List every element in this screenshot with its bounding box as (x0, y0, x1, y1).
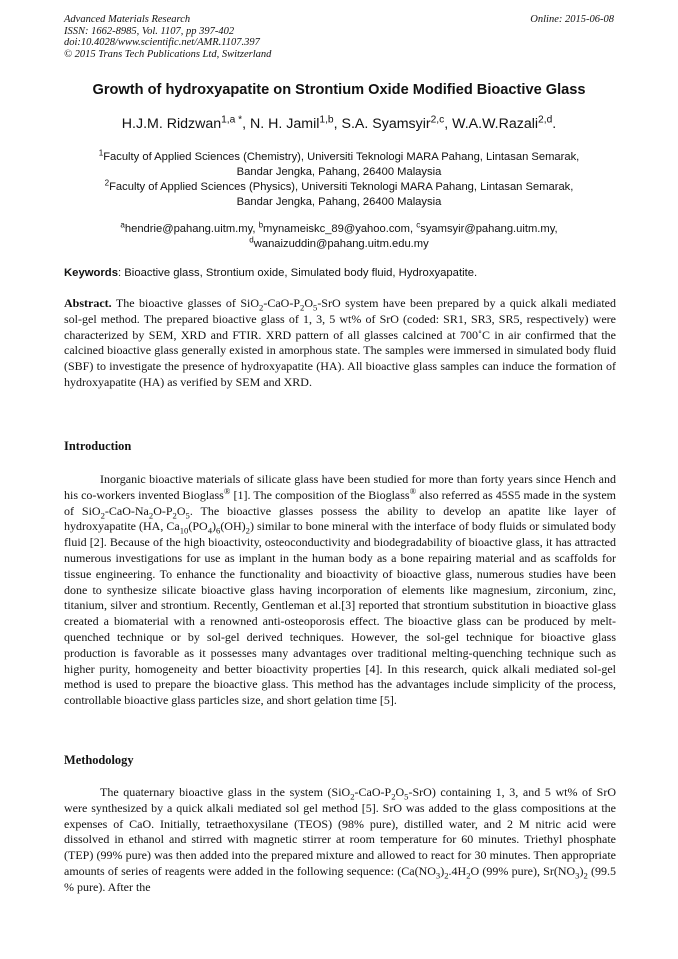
author-name: , S.A. Syamsyir (333, 116, 431, 132)
subscript: 5 (185, 509, 190, 520)
journal-header (64, 14, 271, 60)
subscript: 5 (313, 302, 318, 313)
affiliation-text: Bandar Jengka, Pahang, 26400 Malaysia (236, 166, 442, 178)
subscript: 2 (259, 302, 264, 313)
author-affiliation-mark: 2,d (538, 114, 553, 126)
journal-copyright: © 2015 Trans Tech Publications Ltd, Switzerland (64, 48, 272, 60)
subscript: 2 (300, 302, 305, 313)
subscript: 2 (583, 870, 588, 881)
journal-name: Advanced Materials Research (64, 14, 191, 25)
text-run: ) (440, 863, 445, 878)
email-link[interactable]: hendrie@pahang.uitm.my, (124, 223, 259, 235)
text-run: -CaO-P (354, 785, 392, 799)
journal-issn: ISSN: 1662-8985, Vol. 1107, pp 397-402 (64, 25, 235, 37)
author-affiliation-mark: 1,a * (221, 114, 243, 126)
affiliation-text: Faculty of Applied Sciences (Chemistry), Universiti Teknologi MARA Pahang, Lintasan Semarak, (103, 151, 580, 163)
email-link[interactable]: mynameiskc_89@yahoo.com, (263, 223, 417, 235)
text-run: O (395, 785, 405, 799)
text-run: [1]. The composition of the Bioglass (230, 487, 410, 502)
author-affiliation-mark: 2,c (430, 114, 445, 126)
methodology-paragraph (64, 785, 616, 896)
superscript: ® (409, 485, 417, 496)
online-date: Online: 2015-06-08 (530, 14, 614, 25)
keywords (64, 267, 616, 279)
subscript: 2 (172, 509, 177, 520)
subscript: 2 (100, 509, 105, 520)
email-mark: c (416, 220, 421, 230)
keywords-text: : Bioactive glass, Strontium oxide, Simulated body fluid, Hydroxyapatite. (118, 267, 478, 279)
subscript: 2 (245, 525, 250, 536)
methodology-heading: Methodology (64, 753, 134, 767)
text-run: O (99% pure), Sr(NO (470, 863, 576, 878)
text-run: also referred as 45S5 made in the system of SiO (64, 487, 617, 518)
text-run: The quaternary bioactive glass in the system (SiO (100, 785, 351, 799)
subscript: 2 (466, 870, 471, 881)
subscript: 4 (207, 525, 212, 536)
text-run: O (176, 503, 186, 518)
email-mark: b (258, 220, 264, 230)
text-run: O (304, 296, 313, 310)
superscript: ® (223, 485, 231, 496)
affiliation-text: Bandar Jengka, Pahang, 26400 Malaysia (236, 196, 442, 208)
text-run: (99.5 % pure). After the (64, 863, 616, 894)
text-run: -SrO) containing 1, 3, and 5 wt% of SrO were synthesized by a quick alkali mediated sol gel method [5]. SrO was added to the glass compositions at the expenses of CaO. Initially, tetraethoxysilane (TEOS) (98% pure), distilled water, and 2 M nitric acid were dissolved in ethanol and stirred with magnetic stirrer at room temperature for 60 minutes. Triethyl phosphate (TEP) (99% pure) was then added into the prepared mixture and allowed to react for 30 minutes. Then appropriate amounts of series of reagents were added in the following sequence: (Ca(NO (64, 785, 616, 878)
text-run: . The bioactive glasses possess the ability to develop an apatite like layer of hydroxyapatite (HA, Ca (64, 503, 617, 534)
text-run: -CaO-P (263, 296, 301, 310)
author-list-end: . (552, 116, 557, 132)
subscript: 10 (179, 525, 189, 536)
subscript: 3 (435, 870, 441, 881)
affiliation-number: 1 (98, 148, 104, 158)
author-name: H.J.M. Ridzwan (121, 116, 222, 132)
email-link[interactable]: syamsyir@pahang.uitm.my, (420, 223, 558, 235)
text-run: .4H (448, 863, 467, 878)
text-run: O-P (153, 503, 173, 518)
journal-doi: doi:10.4028/www.scientific.net/AMR.1107.397 (64, 37, 260, 49)
email-mark: d (249, 235, 254, 245)
text-run: (OH) (220, 519, 246, 534)
email-link[interactable]: wanaizuddin@pahang.uitm.edu.my (253, 238, 429, 250)
subscript: 2 (444, 870, 449, 881)
text-run: ) (212, 519, 216, 534)
keywords-label: Keywords (64, 267, 118, 279)
author-affiliation-mark: 1,b (319, 114, 334, 126)
introduction-heading: Introduction (64, 439, 132, 453)
affiliation-text: Faculty of Applied Sciences (Physics), Universiti Teknologi MARA Pahang, Lintasan Semarak, (109, 181, 574, 193)
text-run: (PO (188, 519, 208, 534)
author-name: , N. H. Jamil (242, 116, 320, 132)
text-run: The bioactive glasses of SiO (111, 296, 260, 310)
introduction-paragraph (64, 472, 616, 709)
affiliation-2 (0, 180, 678, 210)
text-run: Inorganic bioactive materials of silicate glass have been studied for more than forty years since Hench and his co-workers invented Bioglass (64, 472, 616, 502)
affiliation-number: 2 (104, 178, 110, 188)
text-run: ) similar to bone mineral with the interface of body fluids or simulated body fluid [2]. Because of the high bioactivity, osteoconductivity and biodegradability of bioactive glass, it has attracted numerous investigations for use as implant in the human body as a bone repairing material and as scaffolds for tissue engineering. To enhance the functionality and bioactivity of bioactive glass, numerous studies have been done to synthesize silicate bioactive glass having incorporation of elements like magnesium, zirconium, zinc, titanium, silver and strontium. Recently, Gentleman et al.[3] reported that strontium substitution in bioactive glass created a biomaterial with a renowned anti-osteoporosis effect. The bioactive glass can be produced by melt-quenched technique or by sol-gel derived techniques. However, the sol-gel technique for bioactive glass production is favorable as it possesses many advantages over traditional melting-quenching technique such as higher purity, homogeneity and better bioactivity properties [4]. In this research, quick alkali mediated sol-gel method is used to prepare the bioactive glass. This method has the advantages include simplicity of the process, controllable bioactive glass particles size, and short gelation time [5]. (64, 519, 617, 708)
text-run: -CaO-Na (104, 503, 149, 518)
subscript: 3 (575, 870, 580, 881)
subscript: 6 (216, 525, 221, 536)
text-run: -SrO system have been prepared by a quick alkali mediated sol-gel method. The prepared bioactive glass of 1, 3, 5 wt% of SrO (coded: SR1, SR3, SR5, respectively) were characterized by SEM, XRD and FTIR. XRD pattern of all glasses calcined at 700˚C in air confirmed that the calcined bioactive glass generally existed in amorphous state. The samples were immersed in simulated body fluid (SBF) to investigate the presence of hydroxyapatite (HA). All bioactive glass samples can induce the formation of hydroxyapatite (HA) as verified by SEM and XRD. (64, 296, 616, 389)
text-run: ) (579, 863, 584, 878)
subscript: 2 (391, 791, 396, 802)
author-emails (0, 222, 678, 252)
author-list (0, 116, 678, 132)
affiliation-1 (0, 150, 678, 180)
author-name: , W.A.W.Razali (444, 116, 539, 132)
email-mark: a (120, 220, 125, 230)
paper-title: Growth of hydroxyapatite on Strontium Oxide Modified Bioactive Glass (92, 82, 586, 98)
subscript: 2 (148, 509, 154, 520)
subscript: 5 (404, 791, 409, 802)
abstract-label: Abstract. (64, 296, 112, 310)
subscript: 2 (350, 791, 355, 802)
abstract (64, 296, 616, 391)
